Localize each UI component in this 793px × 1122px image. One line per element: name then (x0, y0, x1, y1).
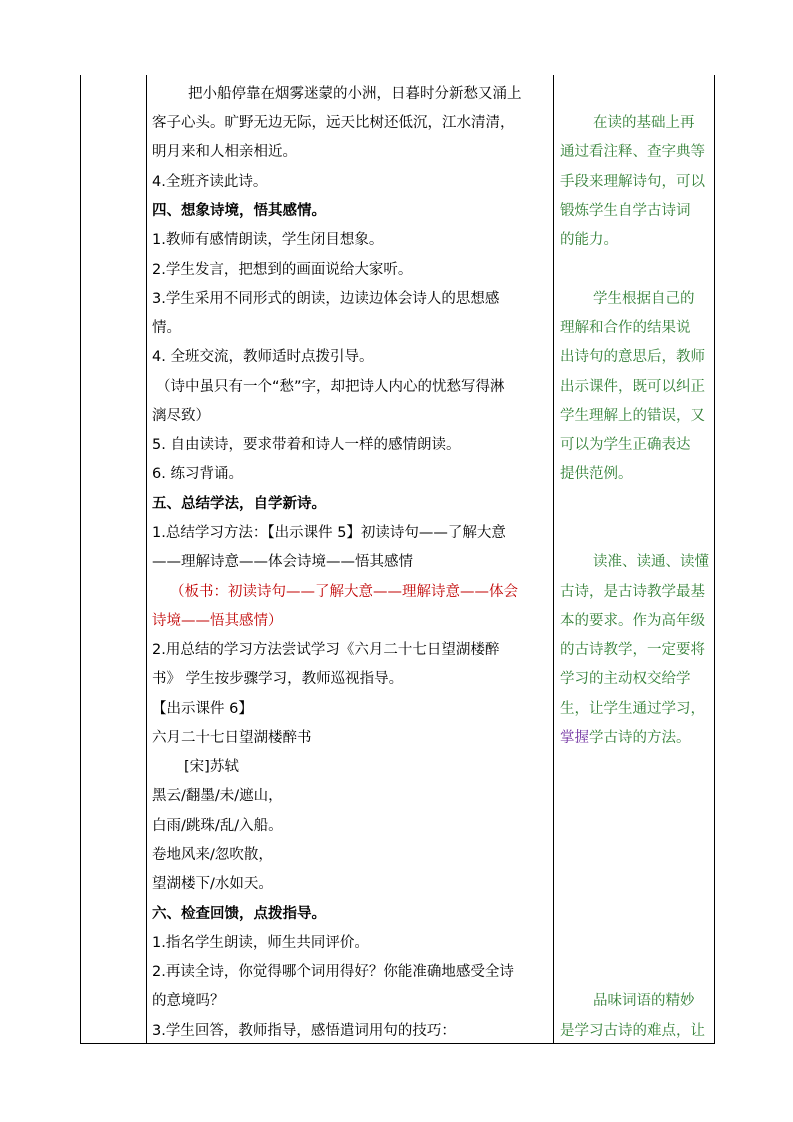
table-column-divider-2 (553, 75, 554, 1044)
main-line: 5. 自由读诗，要求带着和诗人一样的感情朗读。 (152, 437, 461, 453)
board-note: （板书：初读诗句——了解大意——理解诗意——体会 (170, 584, 518, 600)
side-line: 出示课件，既可以纠正 (560, 379, 705, 395)
side-line: 的古诗教学，一定要将 (560, 642, 705, 658)
board-note: 诗境——悟其感情） (152, 613, 283, 629)
main-line: 1.总结学习方法：【出示课件 5】初读诗句——了解大意 (152, 525, 506, 541)
side-line: 品味词语的精妙 (593, 993, 695, 1009)
main-line: 4.全班齐读此诗。 (152, 174, 268, 190)
side-line-with-highlight: 掌握学古诗的方法。 (560, 730, 691, 746)
main-line: 2.学生发言，把想到的画面说给大家听。 (152, 262, 413, 278)
main-line: 2.用总结的学习方法尝试学习《六月二十七日望湖楼醉 (152, 642, 500, 658)
poem-line: 黑云/翻墨/未/遮山， (152, 788, 283, 804)
main-line: 4. 全班交流，教师适时点拨引导。 (152, 349, 374, 365)
side-line: 的能力。 (560, 232, 618, 248)
main-line: 3.学生采用不同形式的朗读，边读边体会诗人的思想感 (152, 291, 500, 307)
main-line: 客子心头。旷野无边无际，远天比树还低沉，江水清清， (152, 115, 515, 131)
main-line: 【出示课件 6】 (152, 701, 253, 717)
main-line: 1.指名学生朗读，师生共同评价。 (152, 935, 369, 951)
side-line: 生，让学生通过学习， (560, 701, 705, 717)
main-line: 3.学生回答，教师指导，感悟遣词用句的技巧： (152, 1023, 456, 1039)
main-line: 情。 (152, 320, 181, 336)
side-line: 锻炼学生自学古诗词 (560, 203, 691, 219)
side-line: 在读的基础上再 (593, 115, 695, 131)
table-bottom-border (80, 1043, 715, 1044)
table-column-divider-1 (146, 75, 147, 1044)
main-line: 6. 练习背诵。 (152, 466, 243, 482)
poem-line: 望湖楼下/水如天。 (152, 876, 273, 892)
main-line: 的意境吗？ (152, 993, 225, 1009)
side-line: 手段来理解诗句，可以 (560, 174, 705, 190)
table-right-border (714, 75, 715, 1044)
highlighted-word: 掌握 (560, 730, 589, 746)
table-left-border (80, 75, 81, 1044)
side-line: 学生根据自己的 (593, 291, 695, 307)
main-line: 1.教师有感情朗读，学生闭目想象。 (152, 232, 384, 248)
main-line: 2.再读全诗，你觉得哪个词用得好？你能准确地感受全诗 (152, 964, 514, 980)
poem-line: 白雨/跳珠/乱/入船。 (152, 818, 283, 834)
poem-author: [宋]苏轼 (184, 759, 239, 775)
side-line: 读准、读通、读懂 (593, 554, 709, 570)
main-line: 明月来和人相亲相近。 (152, 144, 297, 160)
side-line: 通过看注释、查字典等 (560, 144, 705, 160)
section-heading: 六、检查回馈，点拨指导。 (152, 906, 326, 922)
side-line: 出诗句的意思后，教师 (560, 349, 705, 365)
side-line: 本的要求。作为高年级 (560, 613, 705, 629)
main-line: 书》 学生按步骤学习，教师巡视指导。 (152, 671, 404, 687)
side-line: 学生理解上的错误，又 (560, 408, 705, 424)
side-line: 是学习古诗的难点，让 (560, 1023, 705, 1039)
poem-line: 卷地风来/忽吹散， (152, 847, 273, 863)
section-heading: 四、想象诗境，悟其感情。 (152, 203, 326, 219)
section-heading: 五、总结学法，自学新诗。 (152, 496, 326, 512)
main-line: 漓尽致） (152, 408, 210, 424)
poem-title: 六月二十七日望湖楼醉书 (152, 730, 312, 746)
side-line: 理解和合作的结果说 (560, 320, 691, 336)
side-line: 可以为学生正确表达 (560, 437, 691, 453)
main-line: （诗中虽只有一个“愁”字，却把诗人内心的忧愁写得淋 (156, 379, 505, 395)
main-line: 把小船停靠在烟雾迷蒙的小洲，日暮时分新愁又涌上 (188, 86, 522, 102)
side-line: 学习的主动权交给学 (560, 671, 691, 687)
side-line: 古诗，是古诗教学最基 (560, 584, 705, 600)
side-line: 提供范例。 (560, 466, 633, 482)
main-line: ——理解诗意——体会诗境——悟其感情 (152, 554, 413, 570)
